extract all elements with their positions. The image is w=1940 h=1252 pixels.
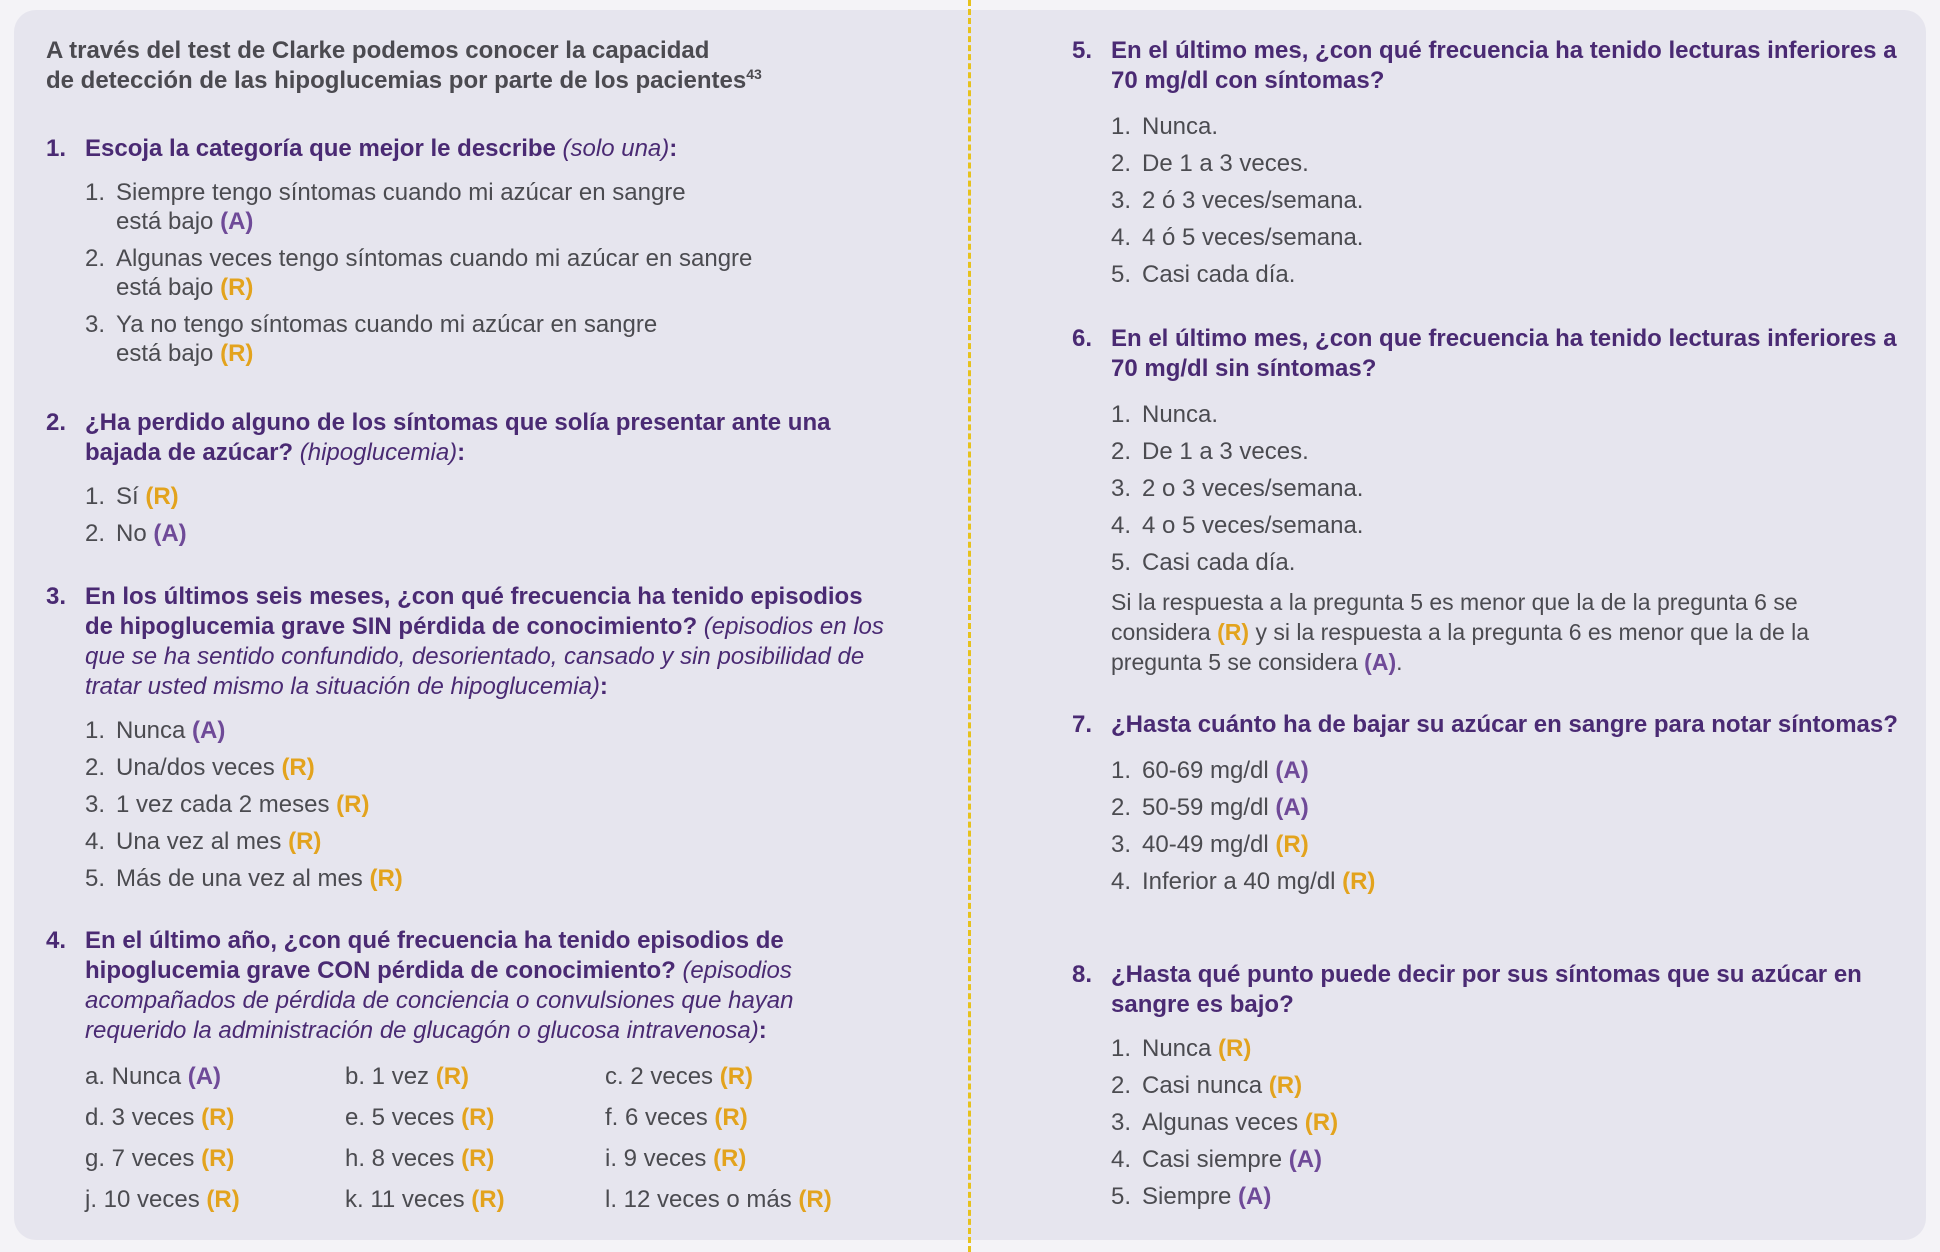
option-item[interactable]	[1111, 1145, 1902, 1174]
option-text: Siempre tengo síntomas cuando mi azúcar en sangre	[116, 179, 686, 206]
option-item[interactable]	[605, 1103, 905, 1132]
option-item[interactable]	[85, 827, 886, 856]
option-item[interactable]	[85, 864, 886, 893]
option-item[interactable]	[345, 1144, 605, 1173]
scoring-note-text: Si la respuesta a la pregunta 5 es menor que la de la pregunta 6 se considera	[1111, 589, 1798, 645]
option-text: Nunca	[116, 717, 186, 744]
option-text: j. 10 veces	[85, 1186, 200, 1213]
option-item[interactable]	[85, 482, 886, 511]
answer-code: (R)	[1218, 1035, 1252, 1062]
option-number: 1.	[85, 483, 106, 510]
option-number: 3.	[85, 311, 106, 338]
option-number: 3.	[85, 791, 106, 818]
answer-code: (R)	[1268, 1072, 1303, 1099]
answer-code: (R)	[281, 754, 315, 781]
question-note: (episodios acompañados de pérdida de conciencia o convulsiones que hayan requerido la administración de glucagón o glucosa intravenosa)	[85, 957, 794, 1044]
option-number: 2.	[1111, 1072, 1132, 1099]
option-item[interactable]	[1111, 223, 1902, 252]
option-number: 2.	[1111, 794, 1132, 821]
option-number: 5.	[85, 865, 106, 892]
question-4-options	[85, 1062, 886, 1214]
option-item[interactable]	[85, 753, 886, 782]
option-number: 3.	[1111, 187, 1132, 214]
option-text: 50-59 mg/dl	[1142, 794, 1269, 821]
question-title: En el último mes, ¿con que frecuencia ha tenido lecturas inferiores a 70 mg/dl sin síntomas?	[1111, 325, 1897, 382]
option-item[interactable]	[85, 244, 886, 302]
question-colon: :	[669, 135, 678, 162]
option-number: 1.	[1111, 1035, 1132, 1062]
option-item[interactable]	[85, 1103, 345, 1132]
question-3-heading	[46, 582, 886, 702]
answer-code: (R)	[1275, 831, 1309, 858]
option-text: está bajo	[116, 208, 214, 235]
option-item[interactable]	[1111, 1034, 1902, 1063]
option-text: 4 o 5 veces/semana.	[1142, 512, 1364, 539]
option-number: 3.	[1111, 831, 1132, 858]
column-divider	[968, 0, 971, 1252]
question-3-options	[46, 716, 886, 893]
answer-code: (R)	[220, 340, 254, 367]
option-text: Casi cada día.	[1142, 261, 1296, 288]
answer-code: (R)	[461, 1145, 495, 1172]
answer-code: (A)	[187, 1063, 222, 1090]
option-text: i. 9 veces	[605, 1145, 707, 1172]
option-text: está bajo	[116, 340, 214, 367]
option-text: f. 6 veces	[605, 1104, 708, 1131]
option-text: a. Nunca	[85, 1063, 182, 1090]
option-number: 5.	[1111, 1183, 1132, 1210]
answer-code: (R)	[1304, 1109, 1339, 1136]
option-text: Casi cada día.	[1142, 549, 1296, 576]
intro-line-2: de detección de las hipoglucemias por parte de los pacientes	[46, 67, 747, 94]
scoring-note-end: .	[1396, 649, 1403, 675]
option-item[interactable]	[1111, 548, 1902, 577]
answer-code: (A)	[1275, 794, 1309, 821]
option-text: Una vez al mes	[116, 828, 282, 855]
reference-number: 43	[746, 66, 762, 82]
question-title: En el último mes, ¿con qué frecuencia ha tenido lecturas inferiores a 70 mg/dl con síntomas?	[1111, 37, 1897, 94]
option-item[interactable]	[1111, 400, 1902, 429]
option-item[interactable]	[1111, 186, 1902, 215]
option-number: 3.	[1111, 475, 1132, 502]
option-number: 1.	[1111, 757, 1132, 784]
answer-code: (A)	[1275, 757, 1309, 784]
question-1	[46, 134, 886, 368]
question-note: (hipoglucemia)	[299, 439, 458, 466]
option-text: 2 o 3 veces/semana.	[1142, 475, 1364, 502]
question-number: 7.	[1072, 711, 1093, 738]
answer-code: (R)	[288, 828, 322, 855]
option-item[interactable]	[85, 178, 886, 236]
question-note: (solo una)	[562, 135, 670, 162]
question-2	[46, 408, 886, 548]
question-7	[1072, 710, 1902, 896]
scoring-note	[1111, 587, 1902, 677]
answer-code: (A)	[1364, 649, 1397, 675]
option-item[interactable]	[85, 1185, 345, 1214]
option-item[interactable]	[85, 1062, 345, 1091]
option-number: 1.	[1111, 401, 1132, 428]
answer-code: (A)	[220, 208, 254, 235]
option-item[interactable]	[1111, 437, 1902, 466]
answer-code: (R)	[435, 1063, 470, 1090]
question-2-options	[46, 482, 886, 548]
question-title: En el último año, ¿con qué frecuencia ha tenido episodios de hipoglucemia grave CON pérdida de conocimiento?	[85, 927, 784, 984]
question-5-options	[1072, 112, 1902, 289]
question-title: En los últimos seis meses, ¿con qué frecuencia ha tenido episodios de hipoglucemia grave SIN pérdida de conocimiento?	[85, 583, 863, 640]
question-4	[46, 926, 886, 1214]
option-text: Algunas veces tengo síntomas cuando mi azúcar en sangre	[116, 245, 753, 272]
option-number: 1.	[85, 179, 106, 206]
option-text: 1 vez cada 2 meses	[116, 791, 330, 818]
option-text: 60-69 mg/dl	[1142, 757, 1269, 784]
option-text: Casi siempre	[1142, 1146, 1283, 1173]
option-text: Casi nunca	[1142, 1072, 1263, 1099]
option-item[interactable]	[1111, 830, 1902, 859]
answer-code: (A)	[192, 717, 226, 744]
option-text: No	[116, 520, 147, 547]
question-number: 3.	[46, 583, 67, 610]
question-7-options	[1072, 756, 1902, 896]
option-item[interactable]	[1111, 260, 1902, 289]
option-text: Ya no tengo síntomas cuando mi azúcar en sangre	[116, 311, 658, 338]
option-text: Una/dos veces	[116, 754, 275, 781]
option-item[interactable]	[85, 716, 886, 745]
answer-code: (R)	[1342, 868, 1376, 895]
option-number: 3.	[1111, 1109, 1132, 1136]
option-number: 2.	[85, 754, 106, 781]
option-text: e. 5 veces	[345, 1104, 455, 1131]
option-item[interactable]	[605, 1185, 905, 1214]
option-number: 4.	[1111, 512, 1132, 539]
option-item[interactable]	[605, 1144, 905, 1173]
answer-code: (R)	[714, 1104, 748, 1131]
option-item[interactable]	[1111, 1182, 1902, 1211]
question-1-options	[46, 178, 886, 368]
option-text: De 1 a 3 veces.	[1142, 150, 1309, 177]
question-6-options	[1072, 400, 1902, 577]
option-item[interactable]	[85, 790, 886, 819]
question-note: (episodios en los que se ha sentido confundido, desorientado, cansado y sin posibilidad de tratar usted mismo la situación de hipoglucemia)	[85, 613, 884, 700]
option-text: 40-49 mg/dl	[1142, 831, 1269, 858]
option-item[interactable]	[1111, 112, 1902, 141]
option-text: g. 7 veces	[85, 1145, 195, 1172]
option-text: 2 ó 3 veces/semana.	[1142, 187, 1364, 214]
option-number: 4.	[1111, 224, 1132, 251]
option-number: 2.	[1111, 438, 1132, 465]
answer-code: (A)	[153, 520, 187, 547]
question-title: ¿Hasta qué punto puede decir por sus síntomas que su azúcar en sangre es bajo?	[1111, 961, 1862, 1018]
intro-text	[46, 36, 886, 96]
option-number: 5.	[1111, 549, 1132, 576]
option-number: 4.	[1111, 868, 1132, 895]
scoring-note-text: y si la respuesta a la pregunta 6 es menor que la de la pregunta 5 se considera	[1111, 619, 1810, 675]
answer-code: (R)	[719, 1063, 754, 1090]
answer-code: (R)	[461, 1104, 495, 1131]
option-item[interactable]	[345, 1103, 605, 1132]
option-text: l. 12 veces o más	[605, 1186, 792, 1213]
option-text: d. 3 veces	[85, 1104, 195, 1131]
option-number: 2.	[1111, 150, 1132, 177]
option-item[interactable]	[1111, 1071, 1902, 1100]
option-item[interactable]	[1111, 1108, 1902, 1137]
option-text: Inferior a 40 mg/dl	[1142, 868, 1336, 895]
question-number: 1.	[46, 135, 67, 162]
question-7-heading	[1072, 710, 1902, 740]
question-8-options	[1072, 1034, 1902, 1211]
question-number: 4.	[46, 927, 67, 954]
answer-code: (R)	[206, 1186, 240, 1213]
option-number: 4.	[85, 828, 106, 855]
question-title: ¿Ha perdido alguno de los síntomas que solía presentar ante una bajada de azúcar?	[85, 409, 831, 466]
answer-code: (R)	[369, 865, 403, 892]
question-colon: :	[599, 673, 608, 700]
option-text: Siempre	[1142, 1183, 1232, 1210]
option-text: h. 8 veces	[345, 1145, 455, 1172]
option-item[interactable]	[605, 1062, 905, 1091]
option-item[interactable]	[345, 1062, 605, 1091]
option-number: 4.	[1111, 1146, 1132, 1173]
question-colon: :	[758, 1017, 767, 1044]
option-item[interactable]	[1111, 756, 1902, 785]
option-item[interactable]	[345, 1185, 605, 1214]
answer-code: (R)	[336, 791, 370, 818]
intro-line-1: A través del test de Clarke podemos conocer la capacidad	[46, 37, 710, 64]
option-text: c. 2 veces	[605, 1063, 714, 1090]
option-text: Sí	[116, 483, 139, 510]
answer-code: (R)	[1217, 619, 1250, 645]
answer-code: (R)	[471, 1186, 505, 1213]
answer-code: (R)	[798, 1186, 832, 1213]
option-item[interactable]	[85, 1144, 345, 1173]
option-number: 5.	[1111, 261, 1132, 288]
option-text: De 1 a 3 veces.	[1142, 438, 1309, 465]
question-number: 2.	[46, 409, 67, 436]
question-4-heading	[46, 926, 886, 1046]
question-number: 6.	[1072, 325, 1093, 352]
question-number: 8.	[1072, 961, 1093, 988]
answer-code: (R)	[201, 1145, 235, 1172]
answer-code: (A)	[1238, 1183, 1272, 1210]
question-8	[1072, 960, 1902, 1211]
option-number: 1.	[1111, 113, 1132, 140]
option-text: Algunas veces	[1142, 1109, 1299, 1136]
answer-code: (A)	[1288, 1146, 1323, 1173]
option-text: b. 1 vez	[345, 1063, 430, 1090]
option-item[interactable]	[1111, 867, 1902, 896]
question-8-heading	[1072, 960, 1902, 1020]
answer-code: (R)	[220, 274, 254, 301]
option-number: 2.	[85, 245, 106, 272]
question-6	[1072, 324, 1902, 677]
option-text: 4 ó 5 veces/semana.	[1142, 224, 1364, 251]
question-number: 5.	[1072, 37, 1093, 64]
question-5	[1072, 36, 1902, 289]
option-text: está bajo	[116, 274, 214, 301]
option-text: k. 11 veces	[345, 1186, 465, 1213]
option-item[interactable]	[1111, 511, 1902, 540]
answer-code: (R)	[201, 1104, 235, 1131]
option-text: Más de una vez al mes	[116, 865, 363, 892]
answer-code: (R)	[713, 1145, 747, 1172]
question-2-heading	[46, 408, 886, 468]
option-number: 2.	[85, 520, 106, 547]
question-1-heading	[46, 134, 886, 164]
question-6-heading	[1072, 324, 1902, 384]
option-item[interactable]	[85, 310, 886, 368]
answer-code: (R)	[145, 483, 179, 510]
option-item[interactable]	[1111, 793, 1902, 822]
option-text: Nunca	[1142, 1035, 1212, 1062]
option-item[interactable]	[1111, 474, 1902, 503]
question-5-heading	[1072, 36, 1902, 96]
option-text: Nunca.	[1142, 401, 1219, 428]
option-item[interactable]	[1111, 149, 1902, 178]
option-item[interactable]	[85, 519, 886, 548]
question-title: ¿Hasta cuánto ha de bajar su azúcar en sangre para notar síntomas?	[1111, 711, 1898, 738]
question-3	[46, 582, 886, 893]
option-number: 1.	[85, 717, 106, 744]
question-colon: :	[457, 439, 466, 466]
question-title: Escoja la categoría que mejor le describe	[85, 135, 556, 162]
option-text: Nunca.	[1142, 113, 1219, 140]
